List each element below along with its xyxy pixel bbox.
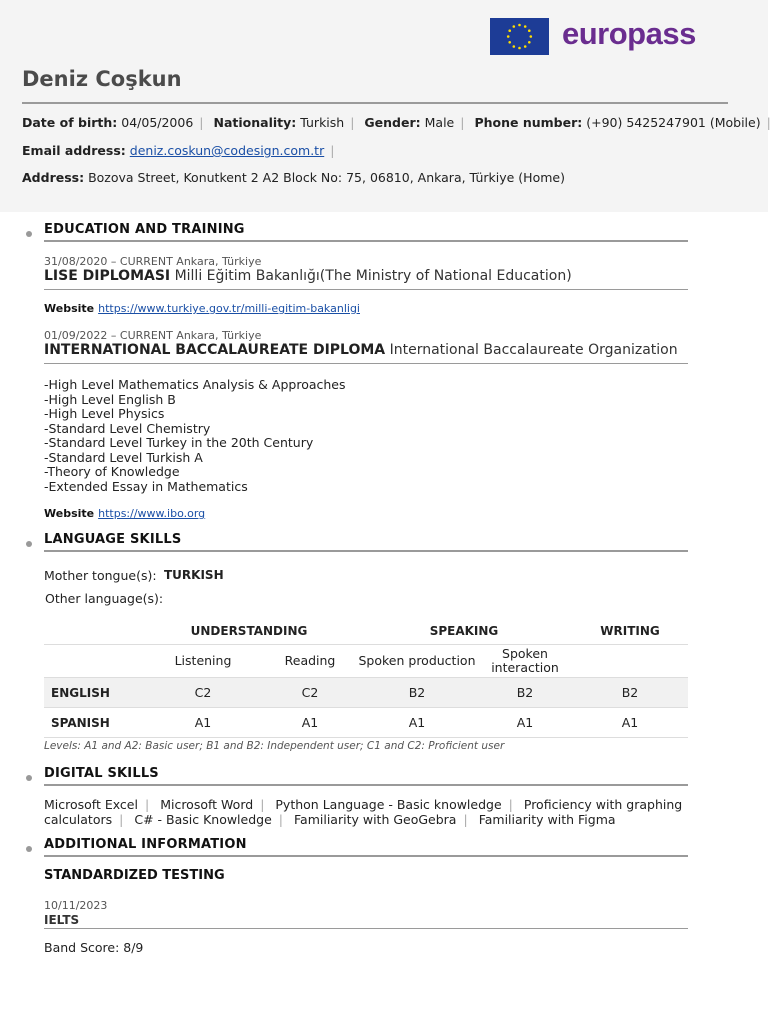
edu1-date-location: 31/08/2020 – CURRENT Ankara, Türkiye <box>44 255 262 268</box>
skill-item: Proficiency with graphing calculators <box>44 797 683 827</box>
level-cell: B2 <box>572 678 688 708</box>
language-name: SPANISH <box>44 708 142 738</box>
languages-title: LANGUAGE SKILLS <box>44 532 182 547</box>
nationality-value: Turkish <box>300 115 345 130</box>
list-item: -High Level Physics <box>44 406 165 421</box>
language-name: ENGLISH <box>44 678 142 708</box>
list-item: -High Level Mathematics Analysis & Approaches <box>44 377 346 392</box>
skill-item: Microsoft Excel <box>44 797 138 812</box>
section-bullet <box>26 231 32 237</box>
education-divider <box>44 240 688 242</box>
edu1-title <box>44 268 572 284</box>
nationality-label: Nationality: <box>213 115 297 130</box>
phone-value: (+90) 5425247901 (Mobile) <box>586 115 761 130</box>
mother-tongue-value: TURKISH <box>164 568 224 582</box>
edu2-website-line <box>44 507 205 520</box>
other-languages-label: Other language(s): <box>45 591 164 606</box>
subheader-spoken-interaction: Spoken interaction <box>478 645 572 678</box>
edu2-title <box>44 342 678 358</box>
levels-note: Levels: A1 and A2: Basic user; B1 and B2: Independent user; C1 and C2: Proficient user <box>44 740 505 752</box>
gender-value: Male <box>424 115 455 130</box>
digital-skills-list: Microsoft Excel | Microsoft Word | Python Language - Basic knowledge | Proficiency with graphing calculators | C# - Basic Knowledge | Familiarity with GeoGebra | Familiarity with Figma <box>44 797 683 827</box>
level-cell: A1 <box>356 708 478 738</box>
skill-item: Familiarity with Figma <box>478 812 616 827</box>
level-cell: C2 <box>142 678 264 708</box>
test-date: 10/11/2023 <box>44 899 108 912</box>
dob-label: Date of birth: <box>22 115 118 130</box>
person-name: Deniz Coşkun <box>22 67 182 91</box>
eu-flag-icon <box>490 18 549 55</box>
list-item: -High Level English B <box>44 391 176 407</box>
mother-tongue-label: Mother tongue(s): <box>44 568 157 583</box>
education-title: EDUCATION AND TRAINING <box>44 222 245 237</box>
table-subheader-row <box>44 645 688 678</box>
email-link[interactable]: deniz.coskun@codesign.com.tr <box>129 143 325 158</box>
table-header-row <box>44 618 688 645</box>
skill-item: Python Language - Basic knowledge <box>275 797 502 812</box>
europass-logo: europass <box>562 16 696 51</box>
skill-item: Familiarity with GeoGebra <box>294 812 457 827</box>
edu2-institution: International Baccalaureate Organization <box>389 342 678 358</box>
name-divider <box>22 102 728 104</box>
section-bullet <box>26 541 32 547</box>
section-bullet <box>26 775 32 781</box>
level-cell: C2 <box>264 678 356 708</box>
digital-title: DIGITAL SKILLS <box>44 766 159 781</box>
level-cell: B2 <box>356 678 478 708</box>
additional-title: ADDITIONAL INFORMATION <box>44 837 247 852</box>
list-item: -Standard Level Chemistry <box>44 420 211 436</box>
phone-label: Phone number: <box>474 115 583 130</box>
edu1-website-label: Website <box>44 302 95 315</box>
address-line <box>22 170 565 185</box>
edu2-divider <box>44 363 688 364</box>
subheader-spoken-production: Spoken production <box>356 645 478 678</box>
skill-item: C# - Basic Knowledge <box>134 812 272 827</box>
digital-divider <box>44 784 688 786</box>
band-score: Band Score: 8/9 <box>44 940 144 955</box>
list-item: -Theory of Knowledge <box>44 464 180 479</box>
level-cell: A1 <box>572 708 688 738</box>
course-list <box>44 378 346 494</box>
edu1-divider <box>44 289 688 290</box>
header-speaking: SPEAKING <box>356 618 572 645</box>
languages-divider <box>44 550 688 552</box>
table-row <box>44 678 688 708</box>
list-item: -Extended Essay in Mathematics <box>44 478 248 494</box>
edu2-date-location: 01/09/2022 – CURRENT Ankara, Türkiye <box>44 329 262 342</box>
email-line: Email address: deniz.coskun@codesign.com.tr | <box>22 143 335 158</box>
level-cell: A1 <box>264 708 356 738</box>
test-name: IELTS <box>44 913 80 927</box>
edu1-degree: LISE DIPLOMASI <box>44 268 171 284</box>
address-value: Bozova Street, Konutkent 2 A2 Block No: 75, 06810, Ankara, Türkiye (Home) <box>88 170 565 185</box>
subheader-listening: Listening <box>142 645 264 678</box>
dob-value: 04/05/2006 <box>121 115 194 130</box>
language-table <box>44 618 688 738</box>
skill-item: Microsoft Word <box>160 797 254 812</box>
gender-label: Gender: <box>364 115 421 130</box>
additional-divider <box>44 855 688 857</box>
list-item: -Standard Level Turkish A <box>44 449 203 465</box>
edu1-website-link[interactable]: https://www.turkiye.gov.tr/milli-egitim-bakanligi <box>98 302 360 315</box>
section-bullet <box>26 846 32 852</box>
header-writing: WRITING <box>572 618 688 645</box>
cv-header <box>0 0 771 212</box>
table-row <box>44 708 688 738</box>
level-cell: A1 <box>142 708 264 738</box>
level-cell: A1 <box>478 708 572 738</box>
edu1-website-line <box>44 302 360 315</box>
email-label: Email address: <box>22 143 126 158</box>
edu2-website-label: Website <box>44 507 95 520</box>
edu1-institution: Milli Eğitim Bakanlığı(The Ministry of National Education) <box>174 268 572 284</box>
level-cell: B2 <box>478 678 572 708</box>
list-item: -Standard Level Turkey in the 20th Century <box>44 435 314 450</box>
address-label: Address: <box>22 170 85 185</box>
personal-info-line: Date of birth: 04/05/2006 | Nationality: Turkish | Gender: Male | Phone number: (+90) 5425247901 (Mobile) | <box>22 115 771 130</box>
standardized-testing-title: STANDARDIZED TESTING <box>44 868 225 883</box>
subheader-reading: Reading <box>264 645 356 678</box>
test-divider <box>44 928 688 929</box>
edu2-degree: INTERNATIONAL BACCALAUREATE DIPLOMA <box>44 342 386 358</box>
header-understanding: UNDERSTANDING <box>142 618 356 645</box>
edu2-website-link[interactable]: https://www.ibo.org <box>98 507 206 520</box>
